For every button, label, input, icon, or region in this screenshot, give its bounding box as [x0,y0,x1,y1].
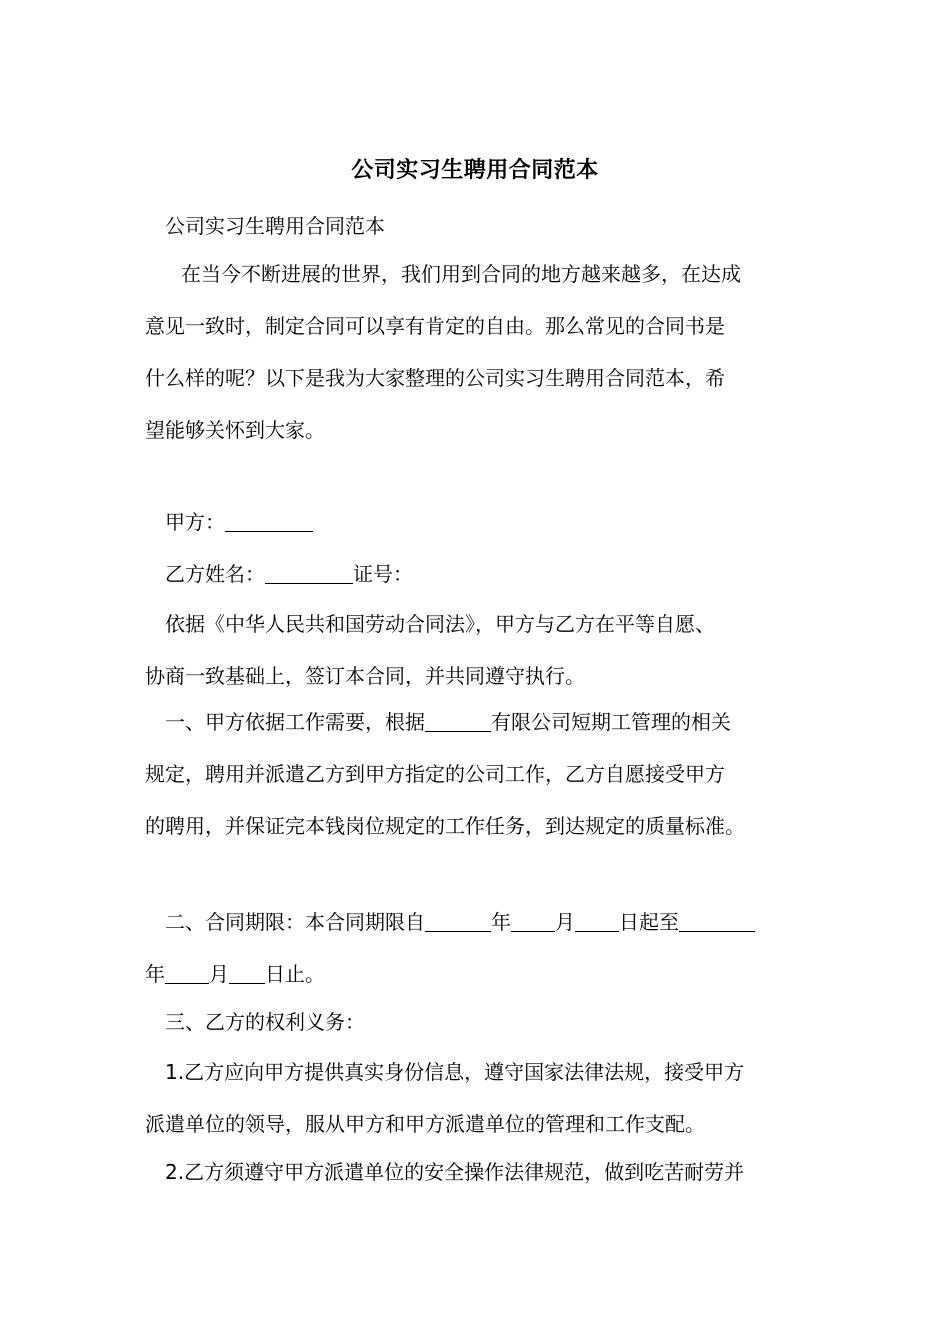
party-b-name-blank [265,561,353,584]
company-name-blank [425,709,491,732]
basis-paragraph: 依据《中华人民共和国劳动合同法》，甲方与乙方在平等自愿、 协商一致基础上，签订本合同，并共同遵守执行。 [145,612,715,688]
party-a-blank [225,509,313,532]
start-day-blank [575,909,619,932]
party-a-line: 甲方： [145,496,810,548]
end-month-blank [165,961,209,984]
clause-one: 一、甲方依据工作需要，根据 有限公司短期工管理的相关 规定，聘用并派遣乙方到甲方指定的公司工作，乙方自愿接受甲方 的聘用，并保证完本钱岗位规定的工作任务，到达规定的质量标准。 [145,710,745,838]
end-day-blank [229,961,265,984]
end-year-blank [679,909,755,932]
clause-three-item-one: 1.乙方应向甲方提供真实身份信息，遵守国家法律法规，接受甲方 派遣单位的领导，服从甲方和甲方派遣单位的管理和工作支配。 [145,1060,745,1136]
start-month-blank [511,909,555,932]
intro-paragraph: 在当今不断进展的世界，我们用到合同的地方越来越多，在达成 意见一致时，制定合同可以享有肯定的自由。那么常见的合同书是 什么样的呢？以下是我为大家整理的公司实习生聘用合同范本，希 望能够关怀到大家。 [145,262,741,442]
document-title: 公司实习生聘用合同范本 [351,158,599,183]
clause-two: 二、合同期限：本合同期限自 年 月 日起至 年 月 日止。 [145,896,810,1000]
start-year-blank [425,909,491,932]
party-b-line: 乙方姓名： 证号： [165,562,413,586]
subtitle: 公司实习生聘用合同范本 [165,214,385,238]
clause-three-item-two: 2.乙方须遵守甲方派遣单位的安全操作法律规范，做到吃苦耐劳并 [165,1160,745,1184]
clause-three: 三、乙方的权利义务： [165,1010,365,1034]
